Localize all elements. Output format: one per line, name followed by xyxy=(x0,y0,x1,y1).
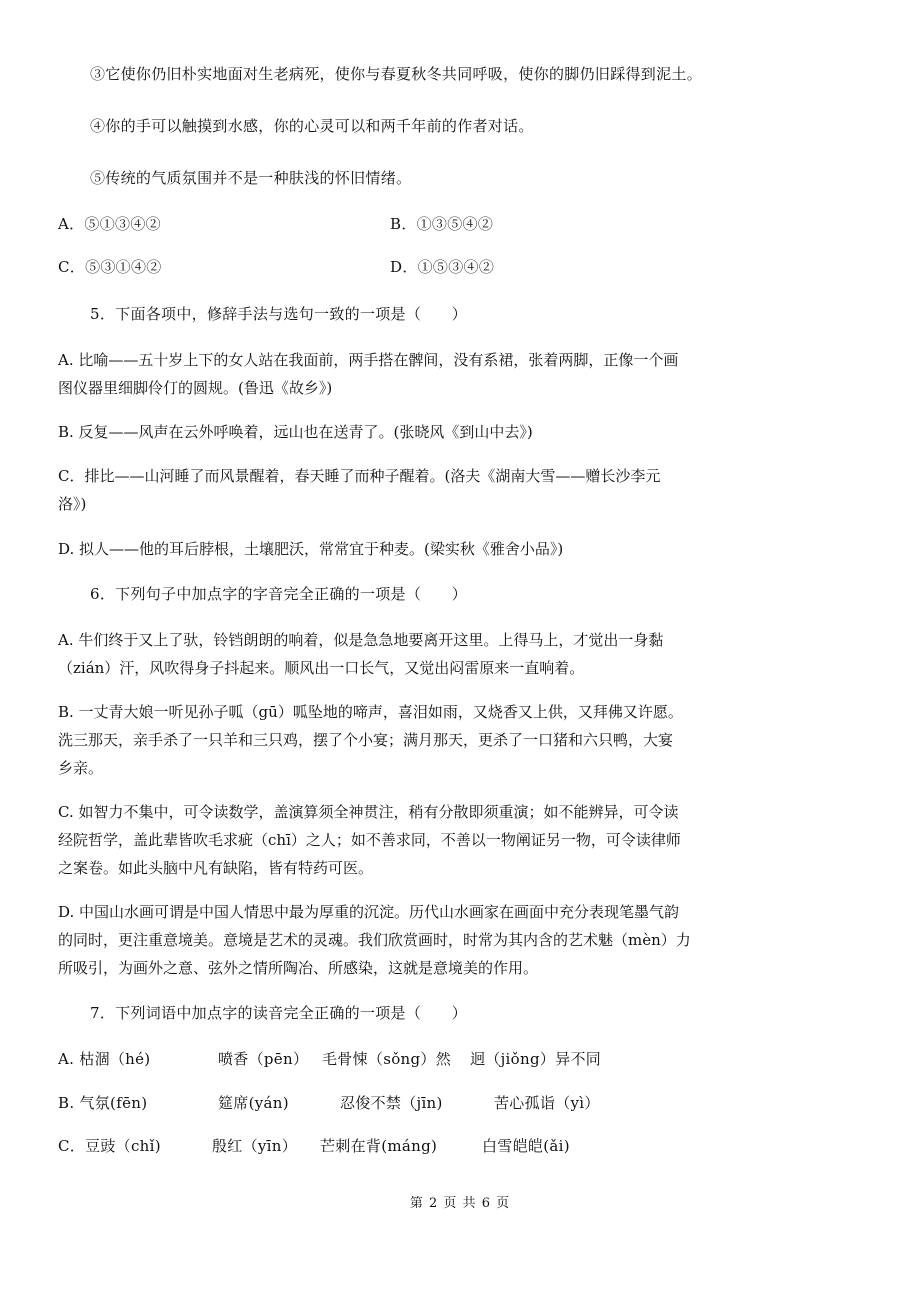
q5-stem: 5．下面各项中，修辞手法与选句一致的一项是（ ） xyxy=(90,305,468,323)
q5-option-a-line-1: A. 比喻——五十岁上下的女人站在我面前，两手搭在髀间，没有系裙，张着两脚，正像一个画 xyxy=(58,351,679,369)
q7-option-b-word-2: 筵席(yán) xyxy=(218,1094,289,1112)
q7-option-a-word-1: A. 枯涸（hé) xyxy=(58,1050,151,1068)
q6-option-b-line-1: B. 一丈青大娘一听见孙子呱（gū）呱坠地的啼声，喜泪如雨，又烧香又上供，又拜佛又许愿。 xyxy=(58,703,683,721)
sentence-4: ④你的手可以触摸到水感，你的心灵可以和两千年前的作者对话。 xyxy=(90,117,534,135)
q6-option-c-line-2: 经院哲学，盖此辈皆吹毛求疵（chī）之人；如不善求同，不善以一物阐证另一物，可令读律师 xyxy=(58,831,681,849)
q7-option-b-word-3: 忍俊不禁（jīn) xyxy=(340,1094,443,1112)
q7-option-c-word-3: 芒刺在背(máng) xyxy=(320,1137,438,1155)
q6-option-b-line-2: 洗三那天，亲手杀了一只羊和三只鸡，摆了个小宴；满月那天，更杀了一口猪和六只鸭，大宴 xyxy=(58,731,674,749)
q6-option-d-line-2: 的同时，更注重意境美。意境是艺术的灵魂。我们欣赏画时，时常为其内含的艺术魅（mèn）力 xyxy=(58,931,691,949)
q7-stem: 7．下列词语中加点字的读音完全正确的一项是（ ） xyxy=(90,1004,468,1022)
q6-option-a[interactable] xyxy=(58,626,868,682)
q5-option-c-line-2: 洛》) xyxy=(58,495,87,513)
q5-option-d-line-1: D. 拟人——他的耳后脖根，土壤肥沃，常常宜于种麦。(梁实秋《雅舍小品》) xyxy=(58,540,564,558)
q4-option-c[interactable]: C．⑤③①④② xyxy=(58,258,162,276)
q5-option-a-line-2: 图仪器里细脚伶仃的圆规。(鲁迅《故乡》) xyxy=(58,379,333,397)
q5-option-c[interactable] xyxy=(58,462,868,518)
q7-option-b-word-4: 苦心孤诣（yì） xyxy=(494,1094,600,1112)
q6-option-b[interactable] xyxy=(58,698,868,782)
q4-option-d[interactable]: D．①⑤③④② xyxy=(390,258,495,276)
q6-option-a-line-2: （zián）汗，风吹得身子抖起来。顺风出一口长气，又觉出闷雷原来一直响着。 xyxy=(58,659,585,677)
q7-option-c-word-1: C．豆豉（chǐ) xyxy=(58,1137,161,1155)
sentence-5: ⑤传统的气质氛围并不是一种肤浅的怀旧情绪。 xyxy=(90,169,412,187)
q6-option-c-line-3: 之案卷。如此头脑中凡有缺陷，皆有特药可医。 xyxy=(58,859,374,877)
q6-option-d[interactable] xyxy=(58,898,868,982)
q7-option-a-word-4: 迥（jiǒng）异不同 xyxy=(470,1050,602,1068)
q7-option-b-word-1: B. 气氛(fēn) xyxy=(58,1094,148,1112)
sentence-3: ③它使你仍旧朴实地面对生老病死，使你与春夏秋冬共同呼吸，使你的脚仍旧踩得到泥土。 xyxy=(90,65,703,83)
q4-option-b[interactable]: B．①③⑤④② xyxy=(390,215,494,233)
q6-option-c[interactable] xyxy=(58,798,868,882)
q6-option-d-line-1: D. 中国山水画可谓是中国人情思中最为厚重的沉淀。历代山水画家在画面中充分表现笔墨气韵 xyxy=(58,903,680,921)
q5-option-c-line-1: C．排比——山河睡了而风景醒着，春天睡了而种子醒着。(洛夫《湖南大雪——赠长沙李元 xyxy=(58,467,661,485)
q6-stem: 6．下列句子中加点字的字音完全正确的一项是（ ） xyxy=(90,585,468,603)
q5-option-d[interactable] xyxy=(58,535,868,563)
q5-option-a[interactable] xyxy=(58,346,868,402)
q5-option-b-line-1: B. 反复——风声在云外呼唤着，远山也在送青了。(张晓风《到山中去》) xyxy=(58,423,533,441)
q6-option-b-line-3: 乡亲。 xyxy=(58,759,104,777)
q5-option-b[interactable] xyxy=(58,418,868,446)
q6-option-c-line-1: C. 如智力不集中，可令读数学，盖演算须全神贯注，稍有分散即须重演；如不能辨异，可令读 xyxy=(58,803,679,821)
q6-option-d-line-3: 所吸引，为画外之意、弦外之情所陶冶、所感染，这就是意境美的作用。 xyxy=(58,959,539,977)
q7-option-a-word-3: 毛骨悚（sǒng）然 xyxy=(322,1050,451,1068)
q6-option-a-line-1: A. 牛们终于又上了驮，铃铛朗朗的响着，似是急急地要离开这里。上得马上，才觉出一身黏 xyxy=(58,631,664,649)
page-number-footer: 第 2 页 共 6 页 xyxy=(409,1196,511,1211)
q7-option-c-word-2: 殷红（yīn） xyxy=(212,1137,298,1155)
q7-option-a-word-2: 喷香（pēn） xyxy=(218,1050,309,1068)
q7-option-c-word-4: 白雪皑皑(ǎi) xyxy=(482,1137,570,1155)
q4-option-a[interactable]: A．⑤①③④② xyxy=(58,215,161,233)
